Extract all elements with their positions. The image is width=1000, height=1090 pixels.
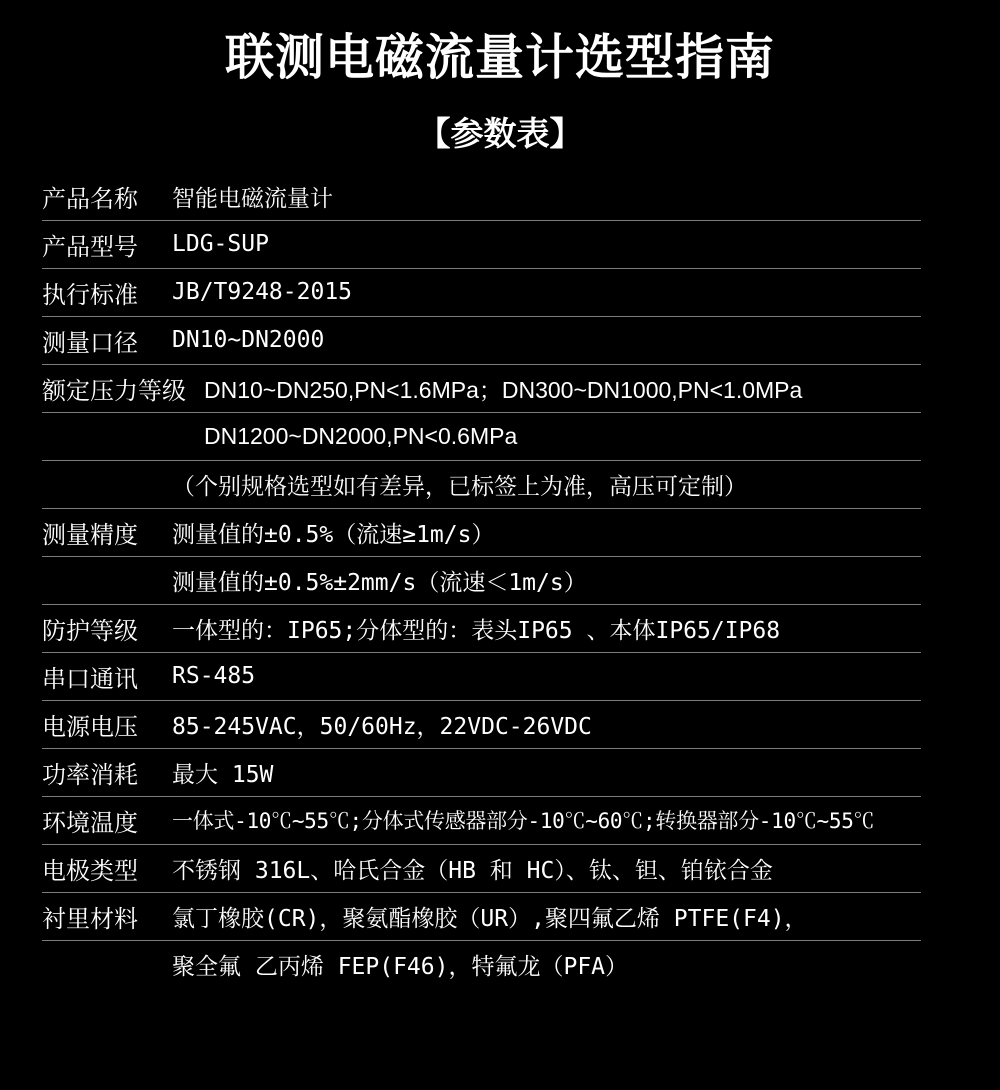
spec-row-product-name — [42, 173, 921, 221]
spec-row-power-consumption — [42, 749, 921, 797]
spec-value: 不锈钢 316L、哈氏合金（HB 和 HC）、钛、钽、铂铱合金 — [172, 857, 773, 884]
spec-row-protection — [42, 605, 921, 653]
spec-row-accuracy — [42, 509, 921, 557]
spec-label: 环境温度 — [42, 809, 138, 837]
spec-value: DN10~DN2000 — [172, 327, 325, 354]
spec-row-serial — [42, 653, 921, 701]
spec-value: 最大 15W — [172, 761, 274, 788]
spec-label: 执行标准 — [42, 281, 138, 309]
spec-label: 衬里材料 — [42, 905, 138, 933]
spec-row-model — [42, 221, 921, 269]
spec-label: 防护等级 — [42, 617, 138, 645]
spec-table — [42, 173, 921, 989]
spec-value: DN1200~DN2000,PN<0.6MPa — [204, 422, 518, 449]
spec-value: 85-245VAC，50/60Hz，22VDC-26VDC — [172, 713, 592, 740]
spec-row-accuracy-cont — [42, 557, 921, 605]
spec-label: 功率消耗 — [42, 761, 138, 789]
spec-label: 串口通讯 — [42, 665, 138, 693]
spec-value: 聚全氟 乙丙烯 FEP(F46)，特氟龙（PFA） — [172, 954, 629, 981]
spec-row-power-supply — [42, 701, 921, 749]
spec-row-standard — [42, 269, 921, 317]
spec-label: 产品型号 — [42, 233, 138, 261]
spec-value: 测量值的±0.5%（流速≥1m/s） — [172, 521, 495, 548]
spec-row-pressure — [42, 365, 921, 413]
spec-row-lining — [42, 893, 921, 941]
spec-row-diameter — [42, 317, 921, 365]
spec-value: 测量值的±0.5%±2mm/s（流速＜1m/s） — [172, 569, 587, 596]
spec-value: 一体式-10℃~55℃;分体式传感器部分-10℃~60℃;转换器部分-10℃~55℃ — [172, 809, 875, 834]
spec-row-pressure-cont — [42, 413, 921, 461]
spec-value: 一体型的：IP65;分体型的：表头IP65 、本体IP65/IP68 — [172, 617, 781, 644]
spec-label: 电极类型 — [42, 857, 138, 885]
spec-value: 智能电磁流量计 — [172, 184, 333, 211]
spec-value: LDG-SUP — [172, 231, 269, 258]
spec-value: RS-485 — [172, 663, 256, 690]
spec-label: 产品名称 — [42, 185, 138, 213]
spec-row-ambient-temp — [42, 797, 921, 845]
spec-value: 氯丁橡胶(CR)，聚氨酯橡胶（UR）,聚四氟乙烯 PTFE(F4)， — [172, 905, 808, 932]
spec-value: JB/T9248-2015 — [172, 279, 353, 306]
spec-label: 电源电压 — [42, 713, 138, 741]
spec-row-lining-cont — [42, 941, 921, 989]
spec-label: 测量精度 — [42, 521, 138, 549]
spec-row-pressure-note — [42, 461, 921, 509]
table-caption: 【参数表】 — [417, 114, 583, 152]
spec-label: 测量口径 — [42, 329, 138, 357]
spec-row-electrode — [42, 845, 921, 893]
page-title: 联测电磁流量计选型指南 — [224, 31, 775, 85]
spec-value: （个别规格选型如有差异，已标签上为准，高压可定制） — [172, 472, 747, 499]
spec-label: 额定压力等级 — [42, 377, 186, 405]
spec-value: DN10~DN250,PN<1.6MPa；DN300~DN1000,PN<1.0MPa — [204, 376, 803, 403]
